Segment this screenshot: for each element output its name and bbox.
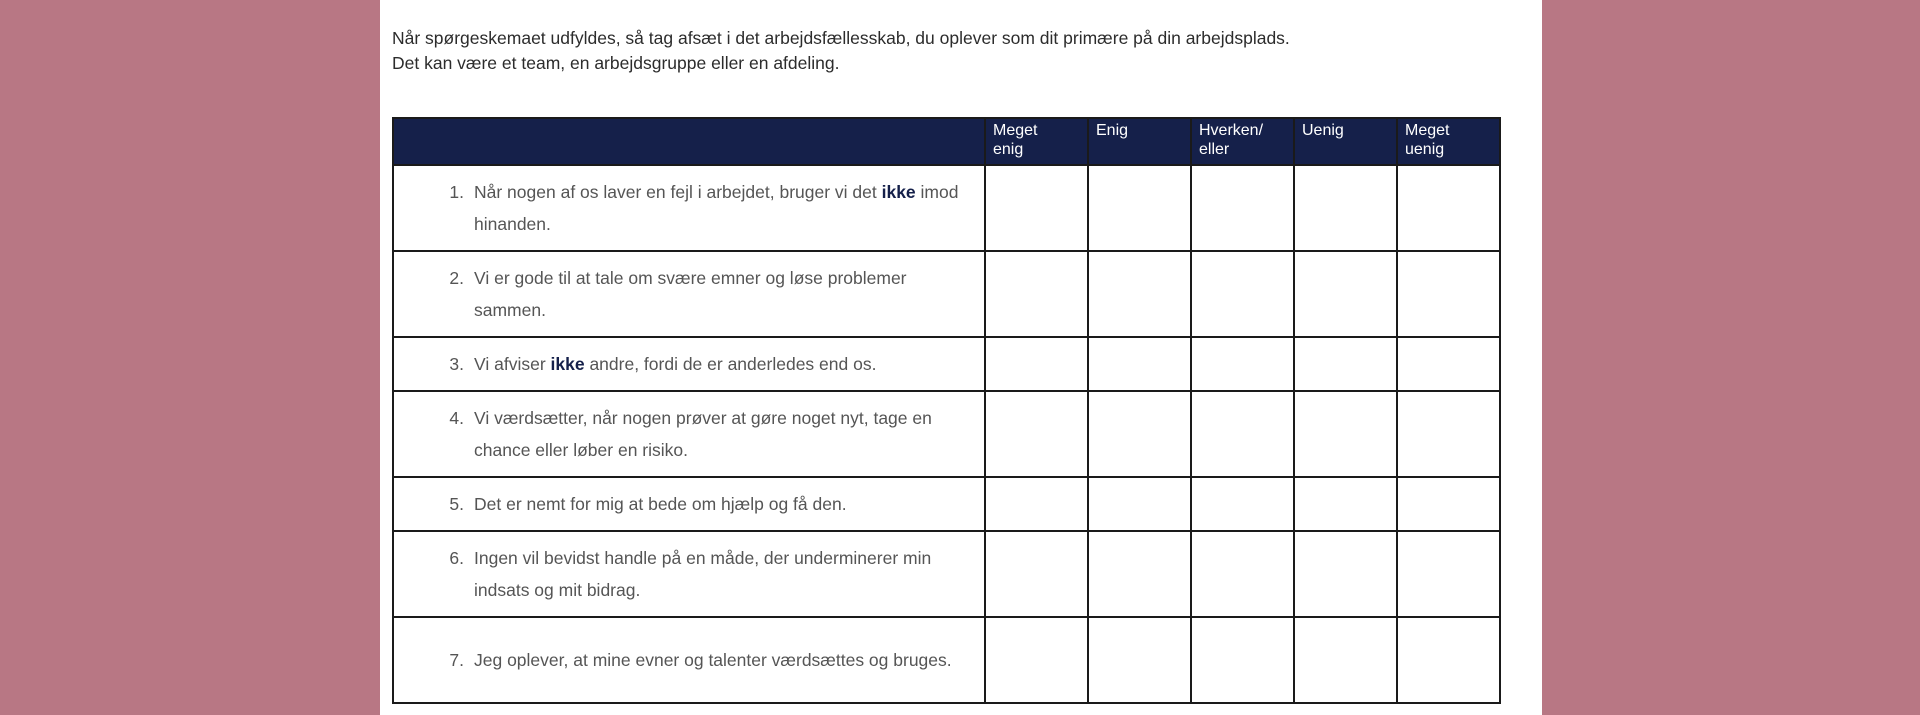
header-meget-uenig: Meget uenig: [1397, 118, 1500, 165]
header-meget-enig: Meget enig: [985, 118, 1088, 165]
question-number: 1.: [449, 182, 464, 202]
answer-cell-uenig[interactable]: [1294, 531, 1397, 617]
answer-cell-meget-uenig[interactable]: [1397, 477, 1500, 531]
answer-cell-meget-enig[interactable]: [985, 165, 1088, 251]
document-page: [380, 0, 1542, 715]
table-row: [393, 251, 1500, 337]
question-text: Ingen vil bevidst handle på en måde, der underminerer min indsats og mit bidrag.: [474, 548, 932, 600]
question-number: 7.: [449, 650, 464, 670]
answer-cell-hverken-eller[interactable]: [1191, 391, 1294, 477]
header-enig: Enig: [1088, 118, 1191, 165]
intro-text: [392, 26, 1512, 76]
answer-cell-hverken-eller[interactable]: [1191, 477, 1294, 531]
answer-cell-enig[interactable]: [1088, 531, 1191, 617]
answer-cell-hverken-eller[interactable]: [1191, 617, 1294, 703]
answer-cell-meget-uenig[interactable]: [1397, 617, 1500, 703]
table-row: [393, 165, 1500, 251]
table-row: [393, 477, 1500, 531]
table-row: [393, 531, 1500, 617]
question-number: 6.: [449, 548, 464, 568]
question-text: Vi afviser ikke andre, fordi de er anderledes end os.: [474, 354, 877, 374]
question-text: Vi er gode til at tale om svære emner og løse problemer sammen.: [474, 268, 907, 320]
answer-cell-hverken-eller[interactable]: [1191, 337, 1294, 391]
question-text: Når nogen af os laver en fejl i arbejdet, bruger vi det ikke imod hinanden.: [474, 182, 959, 234]
question-number: 2.: [449, 268, 464, 288]
header-hverken-eller: Hverken/ eller: [1191, 118, 1294, 165]
intro-line-2: Det kan være et team, en arbejdsgruppe eller en afdeling.: [392, 53, 840, 73]
question-cell: [393, 477, 985, 531]
table-row: [393, 337, 1500, 391]
table-row: [393, 617, 1500, 703]
question-cell: [393, 391, 985, 477]
answer-cell-meget-enig[interactable]: [985, 477, 1088, 531]
intro-line-1: Når spørgeskemaet udfyldes, så tag afsæt i det arbejdsfællesskab, du oplever som dit primære på din arbejdsplads.: [392, 28, 1290, 48]
answer-cell-enig[interactable]: [1088, 165, 1191, 251]
answer-cell-uenig[interactable]: [1294, 477, 1397, 531]
survey-table: [392, 117, 1501, 704]
question-cell: [393, 165, 985, 251]
answer-cell-meget-enig[interactable]: [985, 251, 1088, 337]
answer-cell-hverken-eller[interactable]: [1191, 165, 1294, 251]
answer-cell-uenig[interactable]: [1294, 337, 1397, 391]
answer-cell-uenig[interactable]: [1294, 617, 1397, 703]
answer-cell-hverken-eller[interactable]: [1191, 251, 1294, 337]
answer-cell-enig[interactable]: [1088, 477, 1191, 531]
answer-cell-meget-uenig[interactable]: [1397, 531, 1500, 617]
answer-cell-enig[interactable]: [1088, 617, 1191, 703]
answer-cell-meget-uenig[interactable]: [1397, 165, 1500, 251]
answer-cell-meget-enig[interactable]: [985, 391, 1088, 477]
question-cell: [393, 337, 985, 391]
question-cell: [393, 531, 985, 617]
answer-cell-meget-enig[interactable]: [985, 337, 1088, 391]
answer-cell-uenig[interactable]: [1294, 391, 1397, 477]
question-text: Vi værdsætter, når nogen prøver at gøre noget nyt, tage en chance eller løber en risiko.: [474, 408, 932, 460]
table-row: [393, 391, 1500, 477]
question-cell: [393, 251, 985, 337]
answer-cell-enig[interactable]: [1088, 337, 1191, 391]
answer-cell-meget-uenig[interactable]: [1397, 391, 1500, 477]
answer-cell-enig[interactable]: [1088, 251, 1191, 337]
answer-cell-uenig[interactable]: [1294, 165, 1397, 251]
header-uenig: Uenig: [1294, 118, 1397, 165]
answer-cell-enig[interactable]: [1088, 391, 1191, 477]
answer-cell-meget-enig[interactable]: [985, 531, 1088, 617]
question-cell: [393, 617, 985, 703]
question-number: 5.: [449, 494, 464, 514]
question-number: 4.: [449, 408, 464, 428]
question-number: 3.: [449, 354, 464, 374]
answer-cell-uenig[interactable]: [1294, 251, 1397, 337]
header-row: [393, 118, 1500, 165]
header-blank-cell: [393, 118, 985, 165]
question-text: Det er nemt for mig at bede om hjælp og få den.: [474, 494, 847, 514]
question-text: Jeg oplever, at mine evner og talenter værdsættes og bruges.: [474, 650, 952, 670]
answer-cell-hverken-eller[interactable]: [1191, 531, 1294, 617]
answer-cell-meget-uenig[interactable]: [1397, 251, 1500, 337]
answer-cell-meget-uenig[interactable]: [1397, 337, 1500, 391]
answer-cell-meget-enig[interactable]: [985, 617, 1088, 703]
